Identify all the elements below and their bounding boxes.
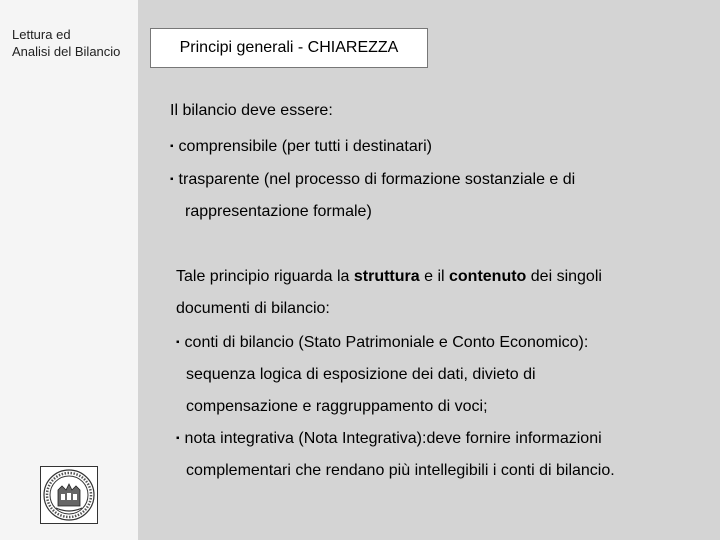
paragraph-line: documenti di bilancio: xyxy=(176,300,330,317)
list-item xyxy=(176,334,588,352)
bullet-icon: ▪ xyxy=(176,337,180,348)
slide-title: Principi generali - CHIAREZZA xyxy=(150,28,428,68)
sidebar xyxy=(0,0,138,540)
course-title-line1: Lettura ed xyxy=(12,27,71,42)
bullet-icon: ▪ xyxy=(170,174,174,185)
text-segment: dei singoli xyxy=(526,268,602,285)
list-item-continuation: compensazione e raggruppamento di voci; xyxy=(186,398,488,415)
list-item xyxy=(170,171,575,189)
bullet-icon: ▪ xyxy=(170,141,174,152)
text-segment: e il xyxy=(419,268,449,285)
list-item-continuation: complementari che rendano più intellegibili i conti di bilancio. xyxy=(186,462,615,479)
bullet-icon: ▪ xyxy=(176,433,180,444)
paragraph-line xyxy=(176,268,602,286)
intro-text: Il bilancio deve essere: xyxy=(170,102,333,119)
list-item-text: trasparente (nel processo di formazione sostanziale e di xyxy=(178,171,576,188)
bold-text: struttura xyxy=(353,268,420,285)
course-title-line2: Analisi del Bilancio xyxy=(12,44,121,59)
list-item-text: nota integrativa (Nota Integrativa):deve fornire informazioni xyxy=(184,430,602,447)
text-segment: Tale principio riguarda la xyxy=(176,268,354,285)
list-item xyxy=(176,430,602,448)
list-item xyxy=(170,138,432,156)
list-item-text: conti di bilancio (Stato Patrimoniale e Conto Economico): xyxy=(184,334,589,351)
course-title xyxy=(12,26,120,60)
list-item-continuation: rappresentazione formale) xyxy=(185,203,372,220)
list-item-text: comprensibile (per tutti i destinatari) xyxy=(178,138,432,155)
university-seal-icon xyxy=(40,466,98,524)
bold-text: contenuto xyxy=(449,268,527,285)
list-item-continuation: sequenza logica di esposizione dei dati, divieto di xyxy=(186,366,536,383)
